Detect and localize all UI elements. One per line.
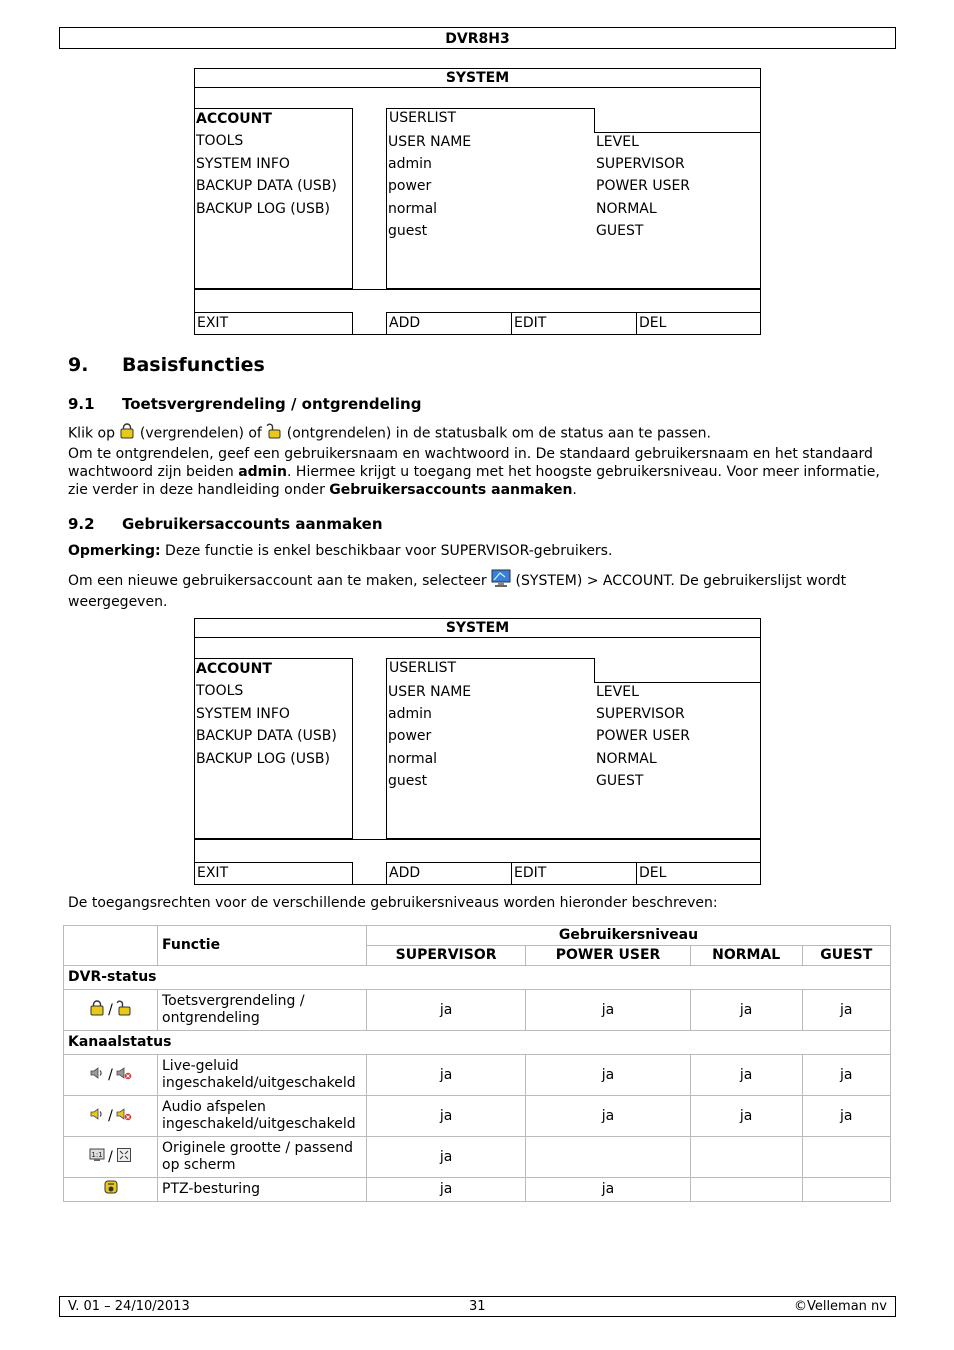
section-91-title: Toetsvergrendeling / ontgrendeling (122, 395, 422, 413)
add-button[interactable]: ADD (386, 862, 512, 885)
svg-text:1:1: 1:1 (91, 1150, 103, 1159)
user-level: GUEST (596, 773, 644, 790)
section-91-number: 9.1 (68, 395, 95, 413)
function-cell: PTZ-besturing (158, 1178, 367, 1202)
access-cell: ja (526, 990, 691, 1031)
header-level-guest: GUEST (802, 946, 891, 966)
panel-divider (194, 839, 761, 840)
access-cell: ja (367, 1137, 526, 1178)
edit-button[interactable]: EDIT (511, 312, 637, 335)
col-level: LEVEL (596, 684, 639, 700)
ptz-icon (103, 1179, 119, 1200)
menu-item-backup-log-usb[interactable]: BACKUP LOG (USB) (196, 750, 330, 767)
icon-cell (64, 1178, 158, 1202)
document-title: DVR8H3 (445, 31, 510, 47)
user-level: POWER USER (596, 728, 691, 745)
user-level: GUEST (596, 223, 644, 240)
access-cell: ja (690, 990, 802, 1031)
access-cell: ja (367, 1178, 526, 1202)
menu-item-account[interactable]: ACCOUNT (196, 111, 272, 127)
edit-button[interactable]: EDIT (511, 862, 637, 885)
icon-cell (64, 1096, 158, 1137)
group-row (64, 1031, 891, 1055)
user-level: POWER USER (596, 178, 691, 195)
menu-item-system-info[interactable]: SYSTEM INFO (196, 155, 290, 172)
footer-version: V. 01 – 24/10/2013 (68, 1299, 190, 1314)
unlock-icon (266, 423, 282, 444)
access-cell: ja (802, 1096, 891, 1137)
col-level: LEVEL (596, 134, 639, 150)
user-name: normal (388, 750, 438, 767)
access-cell (802, 1137, 891, 1178)
del-button[interactable]: DEL (636, 862, 761, 885)
paragraph-lock: Klik op (vergrendelen) of (ontgrendelen) in de statusbalk om de status aan te passen. (68, 423, 898, 444)
tab-userlist[interactable]: USERLIST (386, 658, 595, 683)
group-label: Kanaalstatus (64, 1031, 891, 1055)
icon-separator: / (108, 1067, 113, 1083)
user-list-area (386, 132, 761, 289)
unlock-icon (116, 1000, 132, 1021)
table-row (64, 1096, 891, 1137)
exit-button[interactable]: EXIT (194, 312, 353, 335)
exit-button[interactable]: EXIT (194, 862, 353, 885)
speaker-gray-icon (89, 1065, 105, 1086)
access-cell: ja (526, 1096, 691, 1137)
fit-screen-icon (116, 1147, 132, 1168)
user-name: admin (388, 156, 432, 172)
section-9-title: Basisfuncties (122, 354, 265, 376)
footer-page-number: 31 (469, 1299, 486, 1314)
function-cell: Audio afspelen ingeschakeld/uitgeschakeld (158, 1096, 367, 1137)
user-list-area (386, 682, 761, 839)
system-panel-2 (0, 618, 954, 888)
lock-icon (89, 1000, 105, 1021)
access-cell: ja (690, 1055, 802, 1096)
document-footer (59, 1296, 896, 1317)
access-cell: ja (802, 990, 891, 1031)
paragraph-create-account: Om een nieuwe gebruikersaccount aan te maken, selecteer (SYSTEM) > ACCOUNT. De gebruikerslijst wordt weergegeven. (68, 569, 893, 611)
user-name: guest (388, 223, 428, 240)
function-cell: Originele grootte / passend op scherm (158, 1137, 367, 1178)
section-92-title: Gebruikersaccounts aanmaken (122, 515, 383, 533)
access-cell: ja (690, 1096, 802, 1137)
icon-separator: / (108, 1149, 113, 1165)
icon-separator: / (108, 1108, 113, 1124)
panel-divider (194, 289, 761, 290)
header-level-supervisor: SUPERVISOR (367, 946, 526, 966)
menu-item-system-info[interactable]: SYSTEM INFO (196, 705, 290, 722)
icon-cell (64, 990, 158, 1031)
user-name: admin (388, 706, 432, 722)
col-user-name: USER NAME (388, 684, 472, 700)
system-panel-1 (0, 68, 954, 338)
function-cell: Live-geluid ingeschakeld/uitgeschakeld (158, 1055, 367, 1096)
menu-item-tools[interactable]: TOOLS (196, 683, 244, 700)
access-cell: ja (526, 1178, 691, 1202)
function-cell: Toetsvergrendeling / ontgrendeling (158, 990, 367, 1031)
access-cell (526, 1137, 691, 1178)
user-level: NORMAL (596, 200, 657, 217)
access-cell: ja (367, 990, 526, 1031)
footer-copyright: ©Velleman nv (793, 1299, 887, 1314)
icon-cell (64, 1055, 158, 1096)
access-cell (802, 1178, 891, 1202)
user-name: power (388, 178, 432, 195)
user-name: normal (388, 200, 438, 217)
del-button[interactable]: DEL (636, 312, 761, 335)
icon-separator: / (108, 1002, 113, 1018)
speaker-muted-gray-icon (116, 1065, 132, 1086)
table-header-row (64, 926, 891, 946)
col-user-name: USER NAME (388, 134, 472, 150)
access-cell: ja (367, 1055, 526, 1096)
access-cell: ja (367, 1096, 526, 1137)
menu-item-backup-data-usb[interactable]: BACKUP DATA (USB) (196, 728, 337, 745)
original-size-icon (89, 1147, 105, 1168)
add-button[interactable]: ADD (386, 312, 512, 335)
table-row (64, 990, 891, 1031)
user-name: power (388, 728, 432, 745)
header-level-normal: NORMAL (690, 946, 802, 966)
system-monitor-icon (491, 569, 511, 593)
system-panel-title: SYSTEM (194, 618, 761, 638)
lock-icon (119, 423, 135, 444)
access-cell: ja (802, 1055, 891, 1096)
group-label: DVR-status (64, 966, 891, 990)
document-header (59, 27, 896, 49)
access-cell (690, 1178, 802, 1202)
table-row (64, 1055, 891, 1096)
speaker-yellow-icon (89, 1106, 105, 1127)
group-row (64, 966, 891, 990)
system-panel-title: SYSTEM (194, 68, 761, 88)
header-function: Functie (158, 926, 367, 966)
menu-item-backup-data-usb[interactable]: BACKUP DATA (USB) (196, 178, 337, 195)
access-cell: ja (526, 1055, 691, 1096)
section-9-number: 9. (68, 354, 89, 376)
menu-item-account[interactable]: ACCOUNT (196, 661, 272, 677)
access-rights-table (63, 925, 891, 1202)
speaker-muted-yellow-icon (116, 1106, 132, 1127)
table-row (64, 1137, 891, 1178)
header-icon-cell (64, 926, 158, 966)
menu-item-tools[interactable]: TOOLS (196, 133, 244, 150)
icon-cell (64, 1137, 158, 1178)
user-name: guest (388, 773, 428, 790)
menu-item-backup-log-usb[interactable]: BACKUP LOG (USB) (196, 200, 330, 217)
user-level: SUPERVISOR (596, 156, 685, 172)
user-level: SUPERVISOR (596, 706, 685, 722)
user-level: NORMAL (596, 750, 657, 767)
access-cell (690, 1137, 802, 1178)
section-92-number: 9.2 (68, 515, 95, 533)
table-row (64, 1178, 891, 1202)
tab-userlist[interactable]: USERLIST (386, 108, 595, 133)
header-user-level: Gebruikersniveau (367, 926, 891, 946)
header-level-power-user: POWER USER (526, 946, 691, 966)
note: Opmerking: Deze functie is enkel beschikbaar voor SUPERVISOR-gebruikers. (68, 543, 613, 559)
table-intro: De toegangsrechten voor de verschillende gebruikersniveaus worden hieronder beschreven: (68, 895, 718, 911)
paragraph-unlock-info: Om te ontgrendelen, geef een gebruikersnaam en wachtwoord in. De standaard gebruikersnaam en het standaard wachtwoord zijn beiden admin. Hiermee krijgt u toegang met het hoogste gebruikersniveau. Voor meer informatie, zie verder in deze handleiding onder Gebruikersaccounts aanmaken. (68, 446, 880, 498)
